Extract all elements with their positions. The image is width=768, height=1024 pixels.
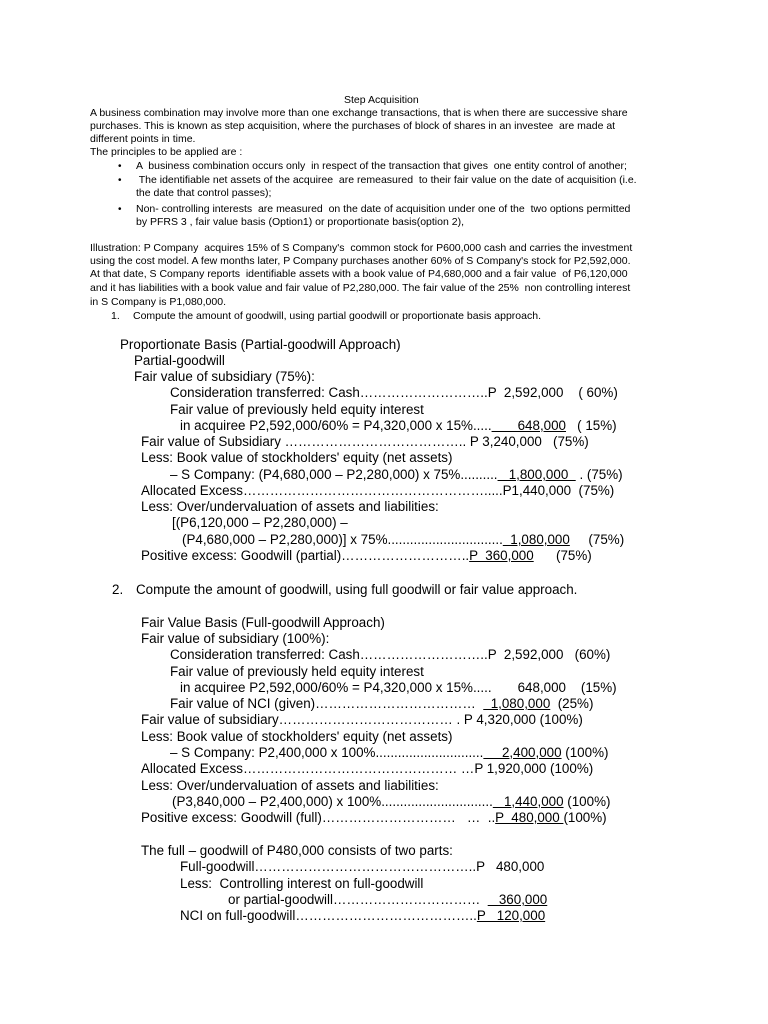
calc-line <box>180 418 617 434</box>
calc-label: in acquiree P2,592,000/60% = P4,320,000 x 15%..... <box>180 418 492 433</box>
calc-percent: (25%) <box>550 696 594 711</box>
calc-amount: 360,000 <box>487 892 548 907</box>
question-number: 1. <box>111 310 120 322</box>
bullet-icon: • <box>118 175 122 186</box>
calc-line <box>180 908 545 924</box>
calc-amount: 1,080,000 <box>502 532 570 547</box>
calc-percent: ( 15%) <box>566 418 617 433</box>
calc-label: NCI on full-goodwill………………………………….. <box>180 908 477 923</box>
bullet-icon: • <box>118 161 122 172</box>
intro-line: A business combination may involve more than one exchange transactions, that is when there are successive share <box>90 107 628 119</box>
calc-label: – S Company: (P4,680,000 – P2,280,000) x 75%.......... <box>170 467 498 482</box>
calc-label: – S Company: P2,400,000 x 100%............................. <box>170 745 484 760</box>
page-title: Step Acquisition <box>344 94 419 106</box>
calc-line: Consideration transferred: Cash………………………..P 2,592,000 ( 60%) <box>170 385 618 400</box>
calc-line: Less: Controlling interest on full-goodwill <box>180 876 424 891</box>
calc-amount: 1,440,000 <box>492 794 564 809</box>
principle-line: the date that control passes); <box>136 187 272 199</box>
calc-line: Fair value of subsidiary (100%): <box>141 631 330 646</box>
principle-line: by PFRS 3 , fair value basis (Option1) or proportionate basis(option 2), <box>136 216 464 228</box>
calc-percent: (75%) <box>533 548 592 563</box>
calc-line: Fair value of Subsidiary ………………………………….. P 3,240,000 (75%) <box>141 434 589 449</box>
principle-line: Non- controlling interests are measured on the date of acquisition under one of the two options permitted <box>136 203 631 215</box>
calc-line: Fair value of previously held equity interest <box>170 402 424 417</box>
calc-line <box>141 810 607 826</box>
calc-line: Less: Over/undervaluation of assets and liabilities: <box>141 778 439 793</box>
calc-line <box>228 892 547 908</box>
calc-amount: 1,800,000 <box>497 467 576 482</box>
calc-amount: P 480,000 <box>495 810 564 825</box>
calc-percent: (100%) <box>561 745 609 760</box>
calc-line: Allocated Excess……………………………………………….....P1,440,000 (75%) <box>141 483 615 498</box>
calc-label: Positive excess: Goodwill (partial)……………………….. <box>141 548 470 563</box>
calc-line: in acquiree P2,592,000/60% = P4,320,000 x 15%..... 648,000 (15%) <box>180 680 617 695</box>
question-text: Compute the amount of goodwill, using partial goodwill or proportionate basis approach. <box>133 310 541 322</box>
calc-line: Less: Over/undervaluation of assets and liabilities: <box>141 499 439 514</box>
illustration-line: At that date, S Company reports identifiable assets with a book value of P4,680,000 and a fair value of P6,120,000 <box>90 268 628 280</box>
calc-percent: (100%) <box>563 810 607 825</box>
calc-amount: P 360,000 <box>469 548 534 563</box>
calc-amount: 1,080,000 <box>483 696 551 711</box>
calc-label: (P3,840,000 – P2,400,000) x 100%.............................. <box>172 794 493 809</box>
calc-line <box>170 467 623 483</box>
calc-line <box>172 794 610 810</box>
section-heading: Fair Value Basis (Full-goodwill Approach) <box>141 615 385 630</box>
calc-line: Full-goodwill…………………………………………..P 480,000 <box>180 859 545 874</box>
calc-amount: 2,400,000 <box>483 745 562 760</box>
calc-line: Fair value of previously held equity interest <box>170 664 424 679</box>
illustration-line: Illustration: P Company acquires 15% of S Company's common stock for P600,000 cash and carries the investment <box>90 242 633 254</box>
section-subheading: Partial-goodwill <box>134 353 225 368</box>
calc-line: Allocated Excess………………………………………… …P 1,920,000 (100%) <box>141 761 594 776</box>
calc-amount: 648,000 <box>491 418 567 433</box>
section-heading: Proportionate Basis (Partial-goodwill Approach) <box>120 337 401 352</box>
calc-line: [(P6,120,000 – P2,280,000) – <box>172 515 348 530</box>
principle-line: The identifiable net assets of the acquiree are remeasured to their fair value on the date of acquisition (i.e. <box>136 174 637 186</box>
intro-line: The principles to be applied are : <box>90 146 243 158</box>
question-number: 2. <box>112 582 124 597</box>
intro-line: purchases. This is known as step acquisition, where the purchases of block of shares in an investee are made at <box>90 120 616 132</box>
calc-label: Fair value of NCI (given)……………………………… <box>170 696 484 711</box>
question-text: Compute the amount of goodwill, using full goodwill or fair value approach. <box>136 582 578 597</box>
calc-percent: (100%) <box>563 794 611 809</box>
calc-line: Consideration transferred: Cash………………………..P 2,592,000 (60%) <box>170 647 611 662</box>
illustration-line: using the cost model. A few months later, P Company purchases another 60% of S Company's stock for P2,592,000. <box>90 255 631 267</box>
intro-line: different points in time. <box>90 133 196 145</box>
calc-percent: . (75%) <box>575 467 623 482</box>
calc-label: Positive excess: Goodwill (full)………………………… … .. <box>141 810 496 825</box>
calc-line <box>141 548 592 564</box>
calc-line <box>182 532 624 548</box>
calc-line: Less: Book value of stockholders' equity (net assets) <box>141 729 453 744</box>
calc-line: Fair value of subsidiary………………………………… . P 4,320,000 (100%) <box>141 712 583 727</box>
calc-line <box>170 696 593 712</box>
illustration-line: in S Company is P1,080,000. <box>90 296 226 308</box>
calc-line: The full – goodwill of P480,000 consists of two parts: <box>141 843 453 858</box>
principle-line: A business combination occurs only in respect of the transaction that gives one entity control of another; <box>136 160 627 172</box>
illustration-line: and it has liabilities with a book value and fair value of P2,280,000. The fair value of the 25% non controlling interest <box>90 282 631 294</box>
calc-line: Fair value of subsidiary (75%): <box>134 369 315 384</box>
calc-percent: (75%) <box>569 532 625 547</box>
calc-label: or partial-goodwill…………………………… <box>228 892 488 907</box>
calc-amount: P 120,000 <box>476 908 546 923</box>
bullet-icon: • <box>118 204 122 215</box>
calc-line: Less: Book value of stockholders' equity (net assets) <box>141 450 453 465</box>
calc-line <box>170 745 608 761</box>
calc-label: (P4,680,000 – P2,280,000)] x 75%............................... <box>182 532 503 547</box>
